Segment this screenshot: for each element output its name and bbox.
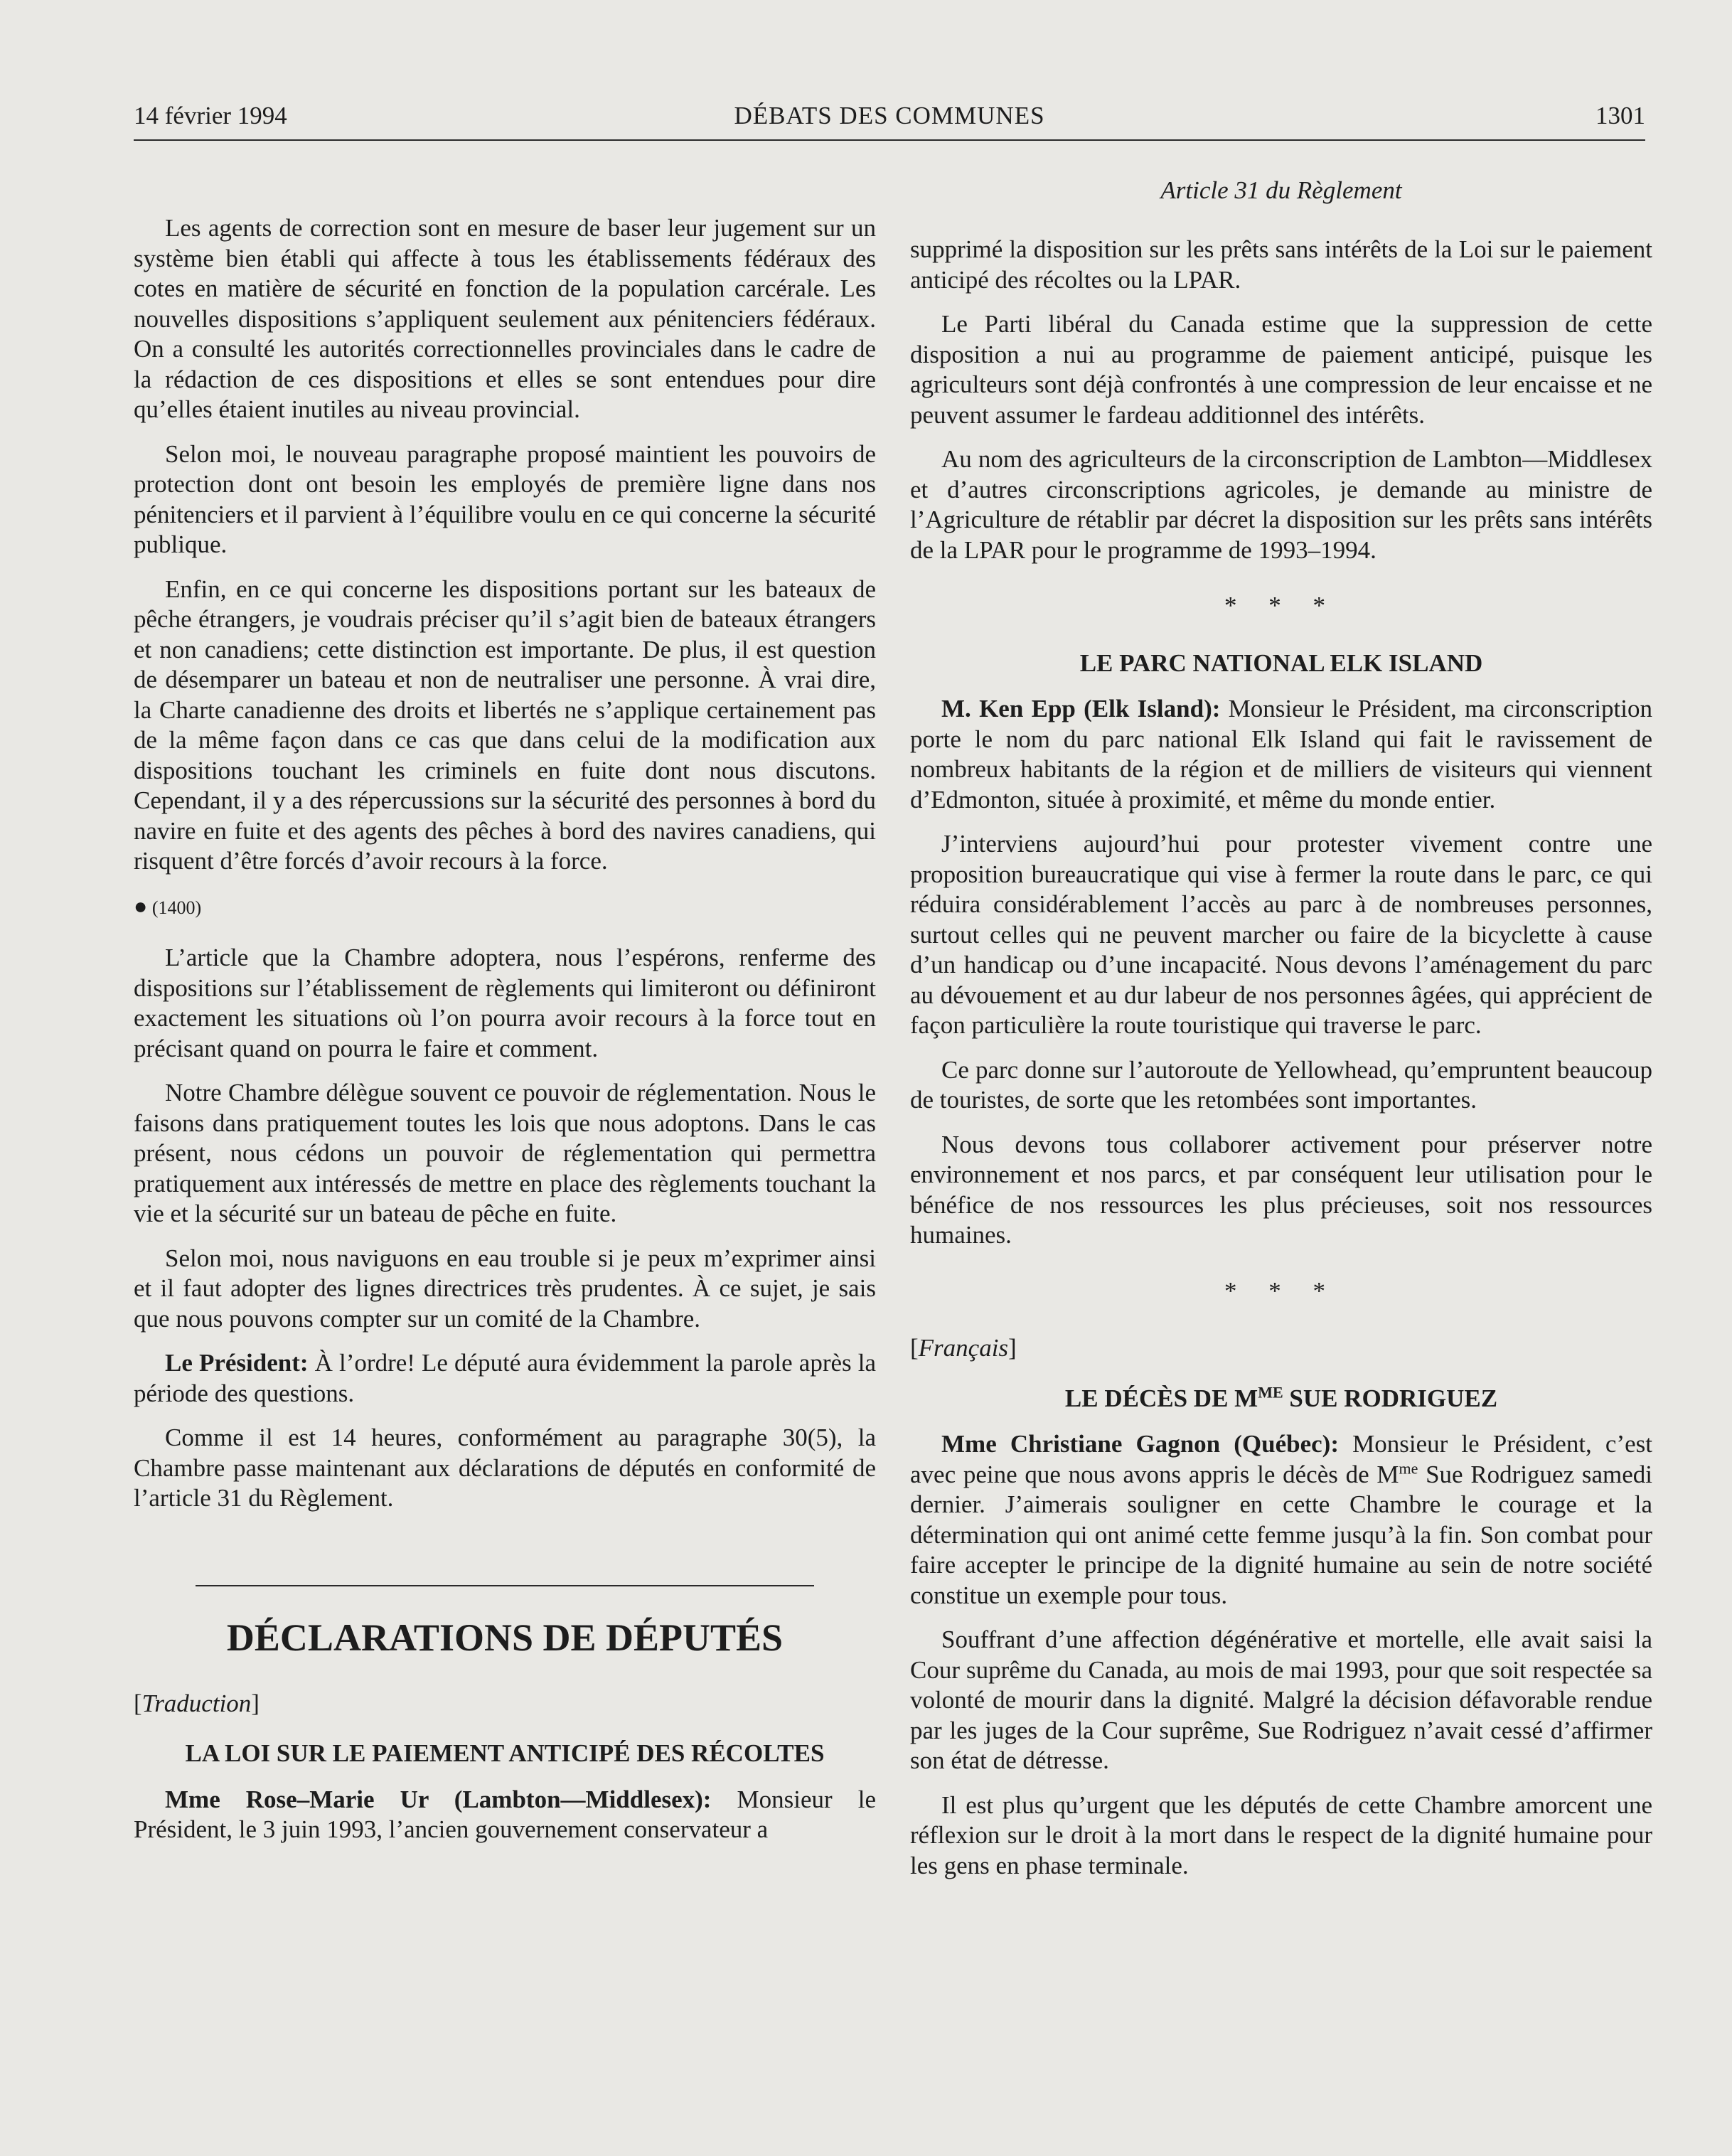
paragraph: Enfin, en ce qui concerne les dispositions portant sur les bateaux de pêche étrangers, je voudrais préciser qu’il s’agit bien de bateaux étrangers et non canadiens; cette distinction est importante. De plus, il est question de désemparer un bateau et non de neutraliser une personne. À vrai dire, la Charte canadienne des droits et libertés ne s’applique certainement pas de la même façon dans ce cas que dans celui de la modification aux dispositions touchant les criminels en fuite dont nous discutons. Cependant, il y a des répercussions sur la sécurité des personnes à bord du navire en fuite et des agents des pêches à bord des navires canadiens, qui risquent d’être forcés d’avoir recours à la force. xyxy=(134,575,876,875)
speaker-name: Mme Christiane Gagnon (Québec): xyxy=(941,1430,1339,1458)
heading-text: SUE RODRIGUEZ xyxy=(1283,1384,1498,1412)
section-stars: * * * xyxy=(1224,1276,1338,1305)
paragraph: Les agents de correction sont en mesure de baser leur jugement sur un système bien établi qui affecte à tous les établissements fédéraux des cotes en matière de sécurité en fonction de la population carcérale. Les nouvelles dispositions s’appliquent seulement aux pénitenciers fédéraux. On a consulté les autorités correctionnelles provinciales dans le cadre de la rédaction de ces dispositions et elles se sont entendues pour dire qu’elles étaient inutiles au niveau provincial. xyxy=(134,214,876,423)
statement-heading: LE PARC NATIONAL ELK ISLAND xyxy=(1079,649,1483,677)
paragraph: J’interviens aujourd’hui pour protester vivement contre une proposition bureaucratique qui vise à fermer la route dans le parc, ce qui réduira considérablement l’accès au parc à de nombreuses personnes, surtout celles qui ne peuvent marcher ou faire de la bicyclette à cause d’un handicap ou d’une incapacité. Nous devons l’aménagement du parc au dévouement et au dur labeur de nos personnes âgées, qui apprécient de façon particulière la route touristique qui traverse le parc. xyxy=(910,830,1652,1039)
speech-text: Monsieur le Président, ma circonscription porte le nom du parc national Elk Island qui fait le ravissement de nombreux habitants de la région et de milliers de visiteurs qui viennent d’Edmonton, située à proximité, et même du monde entier. xyxy=(910,695,1652,813)
speech-text: À l’ordre! Le député aura évidemment la parole après la période des questions. xyxy=(134,1349,876,1407)
time-marker xyxy=(134,891,876,924)
paragraph: Il est plus qu’urgent que les députés de cette Chambre amorcent une réflexion sur le droit à la mort dans le respect de la dignité humaine pour les gens en phase terminale. xyxy=(910,1791,1652,1879)
paragraph: Selon moi, le nouveau paragraphe proposé maintient les pouvoirs de protection dont ont besoin les employés de première ligne dans nos pénitenciers et il parvient à l’équilibre voulu en ce qui concerne la sécurité publique. xyxy=(134,439,876,558)
paragraph: Selon moi, nous naviguons en eau trouble si je peux m’exprimer ainsi et il faut adopter des lignes directrices très prudentes. À ce sujet, je sais que nous pouvons compter sur un comité de la Chambre. xyxy=(134,1244,876,1333)
page-number: 1301 xyxy=(1595,102,1645,129)
section-title: DÉCLARATIONS DE DÉPUTÉS xyxy=(226,1616,784,1659)
title-superscript: me xyxy=(1399,1458,1418,1477)
paragraph: Ce parc donne sur l’autoroute de Yellowhead, qu’empruntent beaucoup de touristes, de sorte que les retombées sont importantes. xyxy=(910,1055,1652,1114)
speaker-name: Mme Rose–Marie Ur (Lambton—Middlesex): xyxy=(165,1785,712,1813)
speech-text: Monsieur le Président, le 3 juin 1993, l’ancien gouvernement conservateur a xyxy=(134,1785,876,1843)
language-tag-text: Français xyxy=(918,1334,1009,1362)
paragraph: supprimé la disposition sur les prêts sans intérêts de la Loi sur le paiement anticipé des récoltes ou la LPAR. xyxy=(910,235,1652,294)
statement-heading: LA LOI SUR LE PAIEMENT ANTICIPÉ DES RÉCOLTES xyxy=(185,1739,825,1767)
paragraph: Au nom des agriculteurs de la circonscription de Lambton—Middlesex et d’autres circonscriptions agricoles, je demande au ministre de l’Agriculture de rétablir par décret la disposition sur les prêts sans intérêts de la LPAR pour le programme de 1993–1994. xyxy=(910,445,1652,564)
speech-text: Monsieur le Président, c’est avec peine que nous avons appris le décès de M xyxy=(910,1430,1653,1488)
paragraph xyxy=(134,1785,876,1845)
speech-text: Sue Rodriguez samedi dernier. J’aimerais souligner en cette Chambre le courage et la détermination qui ont animé cette femme jusqu’à la fin. Son combat pour faire accepter le principe de la dignité humaine au sein de notre société constitue un exemple pour tous. xyxy=(910,1460,1652,1609)
paragraph: Souffrant d’une affection dégénérative et mortelle, elle avait saisi la Cour suprême du Canada, au mois de mai 1993, pour que soit respectée sa volonté de mourir dans la dignité. Malgré la décision défavorable rendue par les juges de la Cour suprême, Sue Rodriguez n’avait cessé d’affirmer son état de détresse. xyxy=(910,1626,1652,1774)
paragraph: Comme il est 14 heures, conformément au paragraphe 30(5), la Chambre passe maintenant aux déclarations de députés en conformité de l’article 31 du Règlement. xyxy=(134,1424,876,1512)
speaker-name: M. Ken Epp (Elk Island): xyxy=(941,695,1221,722)
paragraph: L’article que la Chambre adoptera, nous l’espérons, renferme des dispositions sur l’établissement de règlements qui limiteront ou définiront exactement les situations où l’on pourra avoir recours à la force tout en précisant quand on pourra le faire et comment. xyxy=(134,944,876,1062)
paragraph xyxy=(134,1348,876,1409)
section-rule xyxy=(196,1585,814,1586)
paragraph: Nous devons tous collaborer activement pour préserver notre environnement et nos parcs, et par conséquent leur utilisation pour le bénéfice de nos ressources les plus précieuses, soit nos ressources humaines. xyxy=(910,1130,1652,1249)
header-rule xyxy=(134,139,1645,141)
header-date: 14 février 1994 xyxy=(134,102,287,129)
section-stars: * * * xyxy=(1224,592,1338,619)
paragraph xyxy=(910,1429,1652,1611)
heading-text: LE DÉCÈS DE M xyxy=(1064,1384,1258,1412)
right-column xyxy=(910,235,1652,1895)
paragraph: Notre Chambre délègue souvent ce pouvoir de réglementation. Nous le faisons dans pratiquement toutes les lois que nous adoptons. Dans le cas présent, nous cédons un pouvoir de réglementation qui permettra pratiquement aux intéressés de mettre en place des règlements touchant la vie et la sécurité sur un bateau de pêche en fuite. xyxy=(134,1079,876,1227)
paragraph: Le Parti libéral du Canada estime que la suppression de cette disposition a nui au programme de paiement anticipé, puisque les agriculteurs sont déjà confrontés à une compression de leur encaisse et ne peuvent assumer le fardeau additionnel des intérêts. xyxy=(910,310,1652,429)
time-marker-label: (1400) xyxy=(151,897,202,918)
bullet-icon: ● xyxy=(134,892,148,919)
paragraph xyxy=(910,694,1652,815)
page-header xyxy=(134,98,1645,134)
language-tag: [Français] xyxy=(910,1334,1017,1362)
heading-superscript: ME xyxy=(1258,1382,1283,1401)
header-title: DÉBATS DES COMMUNES xyxy=(734,102,1045,129)
speaker-name: Le Président: xyxy=(165,1349,309,1377)
language-tag: [Traduction] xyxy=(134,1689,260,1717)
statement-heading xyxy=(910,1384,1652,1414)
left-column xyxy=(134,213,876,1859)
running-subheading: Article 31 du Règlement xyxy=(1160,176,1402,204)
language-tag-text: Traduction xyxy=(141,1689,252,1717)
